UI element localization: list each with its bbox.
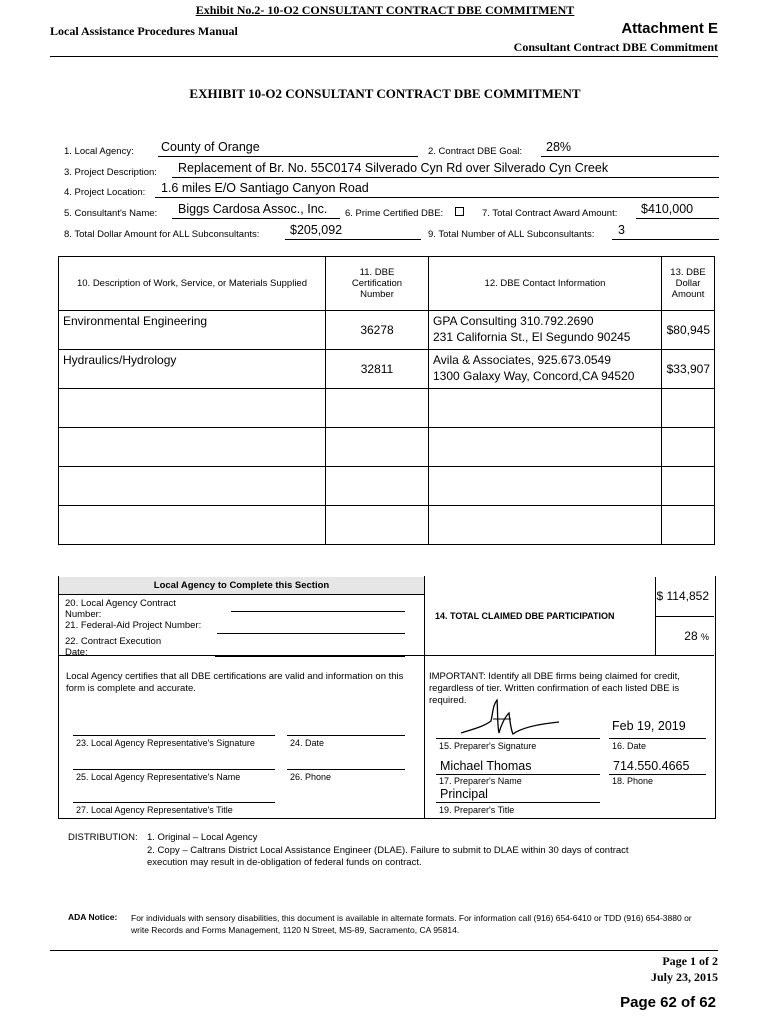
row-amount[interactable]: $80,945 [662, 311, 715, 350]
prime-dbe-label: 6. Prime Certified DBE: [345, 208, 444, 219]
agency-signature-field[interactable] [73, 719, 275, 736]
row-amount[interactable] [662, 428, 715, 467]
row-amount[interactable]: $33,907 [662, 350, 715, 389]
total-percent-value: 28 [684, 629, 698, 643]
distribution-label: DISTRIBUTION: [68, 832, 138, 843]
row-description[interactable] [59, 389, 326, 428]
preparer-signature-label: 15. Preparer's Signature [439, 741, 537, 751]
local-agency-label: 1. Local Agency: [64, 146, 134, 157]
preparer-title-value: Principal [440, 787, 488, 801]
row-description[interactable]: Hydraulics/Hydrology [59, 350, 326, 389]
agency-section-heading: Local Agency to Complete this Section [153, 580, 330, 591]
important-note: IMPORTANT: Identify all DBE firms being claimed for credit, regardless of tier. Written confirmation of each listed DBE is required. [429, 671, 680, 706]
row-cert-number[interactable] [326, 467, 429, 506]
footer-rule [50, 950, 718, 951]
row-description[interactable] [59, 428, 326, 467]
consultant-field[interactable] [172, 202, 340, 219]
row-description[interactable]: Environmental Engineering [59, 311, 326, 350]
row-contact[interactable] [429, 350, 662, 389]
agency-section-header [59, 577, 424, 595]
row-contact-line: 1300 Galaxy Way, Concord,CA 94520 [433, 369, 635, 383]
preparer-signature-field[interactable] [436, 738, 600, 739]
row-description[interactable] [59, 467, 326, 506]
agency-phone-field[interactable] [287, 753, 405, 770]
distribution-line-2: 2. Copy – Caltrans District Local Assistance Engineer (DLAE). Failure to submit to DLAE within 30 days of contract execution may result in de-obligation of federal funds on contract. [147, 845, 629, 868]
agency-date-field[interactable] [287, 719, 405, 736]
agency-phone-label: 26. Phone [290, 772, 332, 782]
agency-certification-text: Local Agency certifies that all DBE certifications are valid and information on this form is complete and accurate. [66, 671, 404, 694]
award-label: 7. Total Contract Award Amount: [482, 208, 618, 219]
row-contact-line: GPA Consulting 310.792.2690 [433, 314, 594, 328]
num-sub-label: 9. Total Number of ALL Subconsultants: [428, 229, 595, 240]
row-amount[interactable] [662, 389, 715, 428]
agency-title-field[interactable] [73, 788, 275, 803]
preparer-phone-value: 714.550.4665 [613, 759, 690, 773]
dbe-goal-field[interactable] [541, 140, 719, 157]
preparer-phone-field[interactable] [609, 757, 706, 775]
row-amount[interactable] [662, 467, 715, 506]
num-sub-value: 3 [618, 223, 625, 237]
local-agency-value: County of Orange [161, 140, 260, 154]
header-contact: 12. DBE Contact Information [429, 257, 662, 311]
preparer-title-field[interactable] [436, 785, 600, 803]
total-claimed-label: 14. TOTAL CLAIMED DBE PARTICIPATION [435, 611, 615, 621]
row-amount[interactable] [662, 506, 715, 545]
agency-date-label: 24. Date [290, 738, 325, 748]
header-description: 10. Description of Work, Service, or Materials Supplied [59, 257, 326, 311]
row-description[interactable] [59, 506, 326, 545]
project-location-label: 4. Project Location: [64, 187, 146, 198]
dbe-goal-label: 2. Contract DBE Goal: [428, 146, 522, 157]
table-row [59, 428, 715, 467]
manual-name: Local Assistance Procedures Manual [50, 24, 238, 38]
agency-name-label: 25. Local Agency Representative's Name [76, 772, 241, 782]
total-dbe-amount[interactable]: $ 114,852 [656, 589, 709, 603]
ada-notice-text: For individuals with sensory disabilities, this document is available in alternate formats. For information call (916) 654-6410 or TDD (916) 654-3880 or write Records and Forms Management, 1120 N Street, MS-89, Sacramento, CA 95814. [131, 913, 692, 935]
project-desc-label: 3. Project Description: [64, 167, 157, 178]
total-sub-field[interactable] [285, 223, 421, 240]
header-subtitle: Consultant Contract DBE Commitment [513, 40, 718, 54]
consultant-value: Biggs Cardosa Assoc., Inc. [178, 202, 328, 216]
preparer-title-label: 19. Preparer's Title [439, 805, 515, 815]
num-sub-field[interactable] [612, 223, 719, 240]
agency-contract-number-label: 20. Local Agency Contract Number: [65, 598, 176, 620]
row-cert-number[interactable]: 36278 [326, 311, 429, 350]
row-contact-line: 231 California St., El Segundo 90245 [433, 330, 631, 344]
project-desc-value: Replacement of Br. No. 55C0174 Silverado Cyn Rd over Silverado Cyn Creek [178, 161, 609, 175]
row-contact[interactable] [429, 467, 662, 506]
page-number: Page 1 of 2 [662, 954, 718, 968]
preparer-date-line [609, 738, 706, 739]
federal-aid-field[interactable] [217, 620, 405, 634]
award-value: $410,000 [641, 202, 694, 216]
preparer-date-value[interactable]: Feb 19, 2019 [612, 719, 686, 733]
agency-signature-label: 23. Local Agency Representative's Signature [76, 738, 255, 748]
percent-sign: % [700, 632, 709, 642]
ada-notice-label: ADA Notice: [68, 912, 118, 922]
project-location-field[interactable] [155, 181, 719, 198]
award-field[interactable] [636, 202, 719, 219]
totals-divider [655, 616, 714, 617]
project-desc-field[interactable] [172, 161, 719, 178]
local-agency-field[interactable] [158, 140, 418, 157]
preparer-date-label: 16. Date [612, 741, 647, 751]
table-row [59, 311, 715, 350]
dbe-table [58, 256, 715, 545]
row-contact-line: Avila & Associates, 925.673.0549 [433, 353, 611, 367]
execution-date-label: 22. Contract Execution Date: [65, 636, 162, 658]
form-title: EXHIBIT 10-O2 CONSULTANT CONTRACT DBE COMMITMENT [189, 86, 581, 101]
row-cert-number[interactable] [326, 389, 429, 428]
preparer-signature-image [455, 697, 565, 739]
header-rule [50, 56, 718, 57]
agency-title-label: 27. Local Agency Representative's Title [76, 805, 233, 815]
table-row [59, 389, 715, 428]
prime-dbe-checkbox[interactable] [455, 207, 464, 216]
table-row [59, 467, 715, 506]
exhibit-top-title: Exhibit No.2- 10-O2 CONSULTANT CONTRACT DBE COMMITMENT [195, 3, 575, 17]
total-percent-field[interactable] [684, 629, 709, 643]
table-row [59, 506, 715, 545]
preparer-phone-label: 18. Phone [612, 776, 654, 786]
total-sub-label: 8. Total Dollar Amount for ALL Subconsultants: [64, 229, 260, 240]
page-total: Page 62 of 62 [620, 994, 716, 1011]
agency-name-field[interactable] [73, 753, 275, 770]
consultant-label: 5. Consultant's Name: [64, 208, 158, 219]
federal-aid-label: 21. Federal-Aid Project Number: [65, 620, 202, 631]
row-contact[interactable] [429, 506, 662, 545]
header-cert-number: 11. DBE Certification Number [326, 257, 429, 311]
table-header-row [59, 257, 715, 311]
row-contact[interactable] [429, 428, 662, 467]
footer-date: July 23, 2015 [650, 970, 718, 984]
project-location-value: 1.6 miles E/O Santiago Canyon Road [161, 181, 369, 195]
execution-date-field[interactable] [215, 643, 405, 657]
row-contact[interactable] [429, 389, 662, 428]
total-sub-value: $205,092 [290, 223, 343, 237]
agency-fields-box [59, 595, 424, 656]
row-cert-number[interactable] [326, 506, 429, 545]
attachment-label: Attachment E [621, 20, 718, 37]
preparer-name-value: Michael Thomas [440, 759, 532, 773]
table-row [59, 350, 715, 389]
row-cert-number[interactable] [326, 428, 429, 467]
agency-contract-number-field[interactable] [231, 598, 405, 612]
preparer-name-label: 17. Preparer's Name [439, 776, 522, 786]
header-dollar-amount: 13. DBE Dollar Amount [662, 257, 715, 311]
row-contact[interactable] [429, 311, 662, 350]
dbe-goal-value: 28% [546, 140, 572, 154]
totals-box [425, 577, 714, 656]
distribution-line-1: 1. Original – Local Agency [147, 832, 258, 843]
row-cert-number[interactable]: 32811 [326, 350, 429, 389]
preparer-name-field[interactable] [436, 757, 600, 775]
